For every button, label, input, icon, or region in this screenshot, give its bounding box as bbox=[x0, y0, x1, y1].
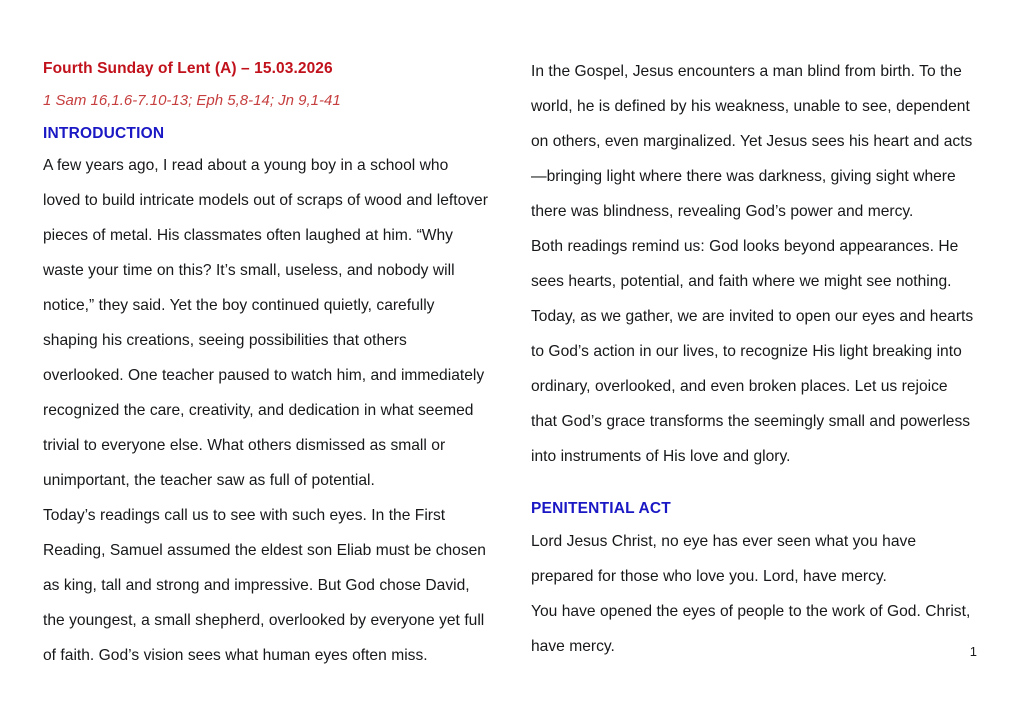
section-heading-introduction: INTRODUCTION bbox=[43, 125, 165, 142]
gospel-reflection-paragraph: In the Gospel, Jesus encounters a man blind from birth. To the world, he is defined by his weakness, unable to see, dependent on others, even marginalized. Yet Jesus sees his heart and acts—bringing light where there was darkness, giving sight where there was blindness, revealing God’s power and mercy. bbox=[531, 63, 973, 220]
page-number: 1 bbox=[969, 644, 977, 659]
page-title: Fourth Sunday of Lent (A) – 15.03.2026 bbox=[43, 60, 333, 77]
section-heading-penitential-act: PENITENTIAL ACT bbox=[531, 500, 671, 517]
left-column bbox=[43, 54, 489, 673]
two-column-layout bbox=[43, 54, 977, 673]
both-readings-paragraph: Both readings remind us: God looks beyond appearances. He sees hearts, potential, and faith where we might see nothing. Today, as we gather, we are invited to open our eyes and hearts to God’s action in our lives, to recognize His light breaking into ordinary, overlooked, and even broken places. Let us rejoice that God’s grace transforms the seemingly small and powerless into instruments of His love and glory. bbox=[531, 238, 974, 465]
penitential-invocation-1: Lord Jesus Christ, no eye has ever seen what you have prepared for those who love you. Lord, have mercy. bbox=[531, 533, 916, 585]
scripture-references: 1 Sam 16,1.6-7.10-13; Eph 5,8-14; Jn 9,1-41 bbox=[43, 92, 341, 109]
penitential-invocation-2: You have opened the eyes of people to the work of God. Christ, have mercy. bbox=[531, 603, 971, 655]
introduction-paragraph-2: Today’s readings call us to see with such eyes. In the First Reading, Samuel assumed the eldest son Eliab must be chosen as king, tall and strong and impressive. But God chose David, the youngest, a small shepherd, overlooked by everyone yet full of faith. God’s vision sees what human eyes often miss. bbox=[43, 507, 486, 664]
right-column bbox=[531, 54, 977, 673]
introduction-paragraph-1: A few years ago, I read about a young boy in a school who loved to build intricate models out of scraps of wood and leftover pieces of metal. His classmates often laughed at him. “Why waste your time on this? It’s small, useless, and nobody will notice,” they said. Yet the boy continued quietly, carefully shaping his creations, seeing possibilities that others overlooked. One teacher paused to watch him, and immediately recognized the care, creativity, and dedication in what seemed trivial to everyone else. What others dismissed as small or unimportant, the teacher saw as full of potential. bbox=[43, 157, 488, 489]
